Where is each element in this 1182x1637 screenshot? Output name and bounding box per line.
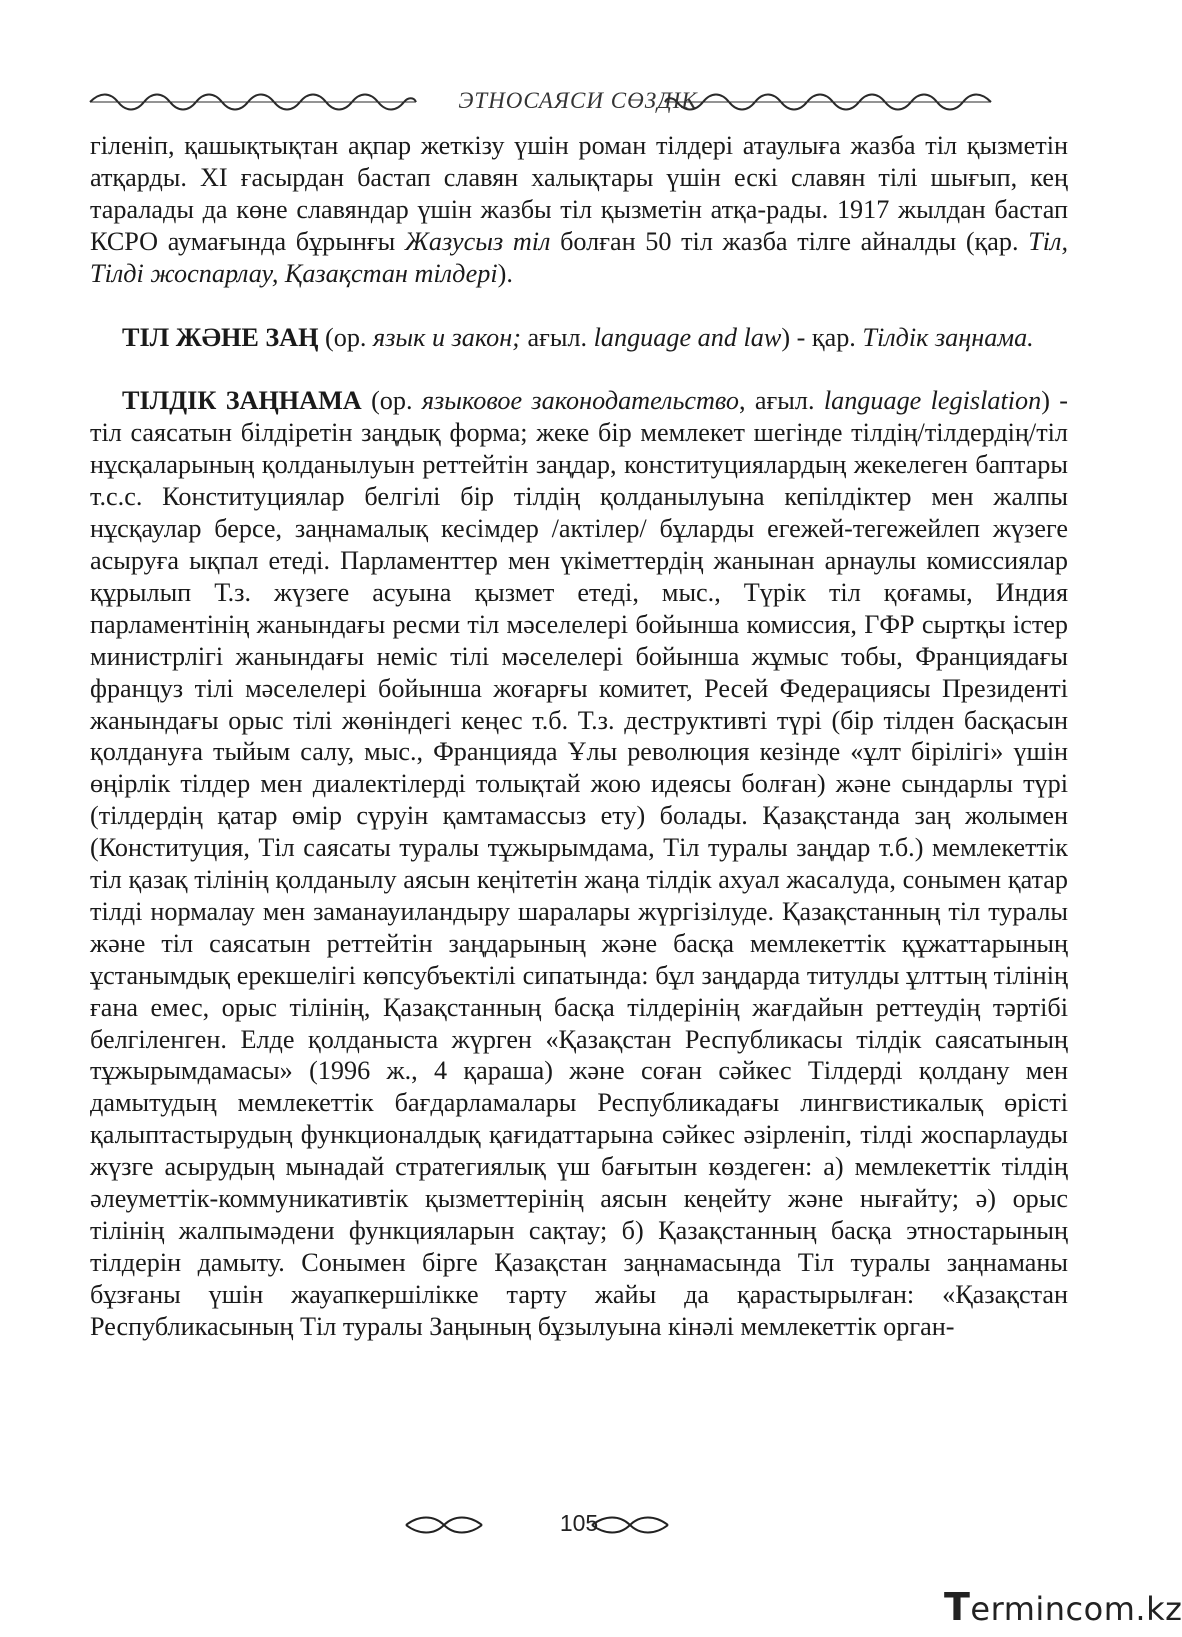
entry-term: ТІЛДІК ЗАҢНАМА <box>122 386 362 416</box>
flourish-right-icon <box>590 1514 670 1536</box>
paragraph-continued: гіленіп, қашықтықтан ақпар жеткізу үшін роман тілдері атаулыға жазба тіл қызметін атқарды. ХІ ғасырдан бастап славян халықтары үшін ескі славян тілі шығып, кең таралады да көне славяндар үшін жазбы тіл қызметін атқа-рады. 1917 жылдан бастап КСРО аумағында бұрынғы Жазусыз тіл болған 50 тіл жазба тілге айналды (қар. Тіл, Тілді жоспарлау, Қазақстан тілдері). <box>90 131 1068 288</box>
header-title: ЭТНОСАЯСИ СӨЗДІК <box>458 88 698 113</box>
dictionary-text <box>90 130 1068 1343</box>
running-header <box>88 88 1068 116</box>
site-watermark: Termincom.kz <box>944 1585 1182 1629</box>
ornament-right-icon <box>663 92 993 112</box>
page-number: 105 <box>559 1510 599 1536</box>
cross-reference: Тілдік заңнама. <box>862 322 1034 352</box>
entry-term: ТІЛ ЖӘНЕ ЗАҢ <box>122 322 319 352</box>
entry-til-zhane-zan: ТІЛ ЖӘНЕ ЗАҢ (ор. язык и закон; ағыл. language and law) - қар. Тілдік заңнама. <box>122 322 1034 352</box>
entry-tildik-zannama: ТІЛДІК ЗАҢНАМА (ор. языковое законодательство, ағыл. language legislation) - тіл саясатын білдіретін заңдық форма; жеке бір мемлекет шегінде тілдің/тілдердің/тіл нұсқаларының қолданылуын реттейтін заңдар, конституциялардың жекелеген баптары т.с.с. Конституциялар белгілі бір тілдің қолданылуына кепілдіктер мен жалпы нұсқаулар берсе, заңнамалық кесімдер /актілер/ бұларды егежей-тегежейлеп жүзеге асыруға ықпал етеді. Парламенттер мен үкіметтердің жанынан арнаулы комиссиялар құрылып Т.з. жүзеге асуына қызмет етеді, мыс., Түрік тіл қоғамы, Индия парламентінің жанындағы ресми тіл мәселелері бойынша комиссия, ГФР сыртқы істер министрлігі жанындағы неміс тілі мәселелері бойынша жұмыс тобы, Франциядағы француз тілі мәселелері бойынша жоғарғы комитет, Ресей Федерациясы Президенті жанындағы орыс тілі жөніндегі кеңес т.б. Т.з. деструктивті түрі (бір тілден басқасын қолдануға тыйым салу, мыс., Францияда Ұлы революция кезінде «ұлт бірілігі» үшін өңірлік тілдер мен диалектілерді толықтай жою идеясы болған) және сындарлы түрі (тілдердің қатар өмір сүруін қамтамассыз ету) болады. Қазақстанда заң жолымен (Конституция, Тіл саясаты туралы тұжырымдама, Тіл туралы заңдар т.б.) мемлекеттік тіл қазақ тілінің қолданылу аясын кеңітетін жаңа тілдік ахуал жасалуда, сонымен қатар тілді нормалау мен заманауиландыру шаралары жүргізілуде. Қазақстанның тіл туралы және тіл саясатын реттейтін заңдарының және басқа мемлекеттік құжаттарының ұстанымдық ерекшелігі көпсубъектілі сипатында: бұл заңдарда титулды ұлттың тілінің ғана емес, орыс тілінің, Қазақстанның басқа тілдерінің жағдайын реттеудің тәртібі белгіленген. Елде қолданыста жүрген «Қазақстан Республикасы тілдік саясатының тұжырымдамасы» (1996 ж., 4 қараша) және соған сәйкес Тілдерді қолдану мен дамытудың мемлекеттік бағдарламалары Республикадағы лингвистикалық өрісті қалыптастырудың функционалдық қағидаттарына сәйкес әзірленіп, тілді жоспарлауды жүзге асырудың мынадай стратегиялық үш бағытын көздеген: а) мемлекеттік тілдің әлеуметтік-коммуникативтік қызметтерінің аясын кеңейту және нығайту; ә) орыс тілінің жалпымәдени функцияларын сақтау; б) Қазақстанның басқа этностарының тілдерін дамыту. Сонымен бірге Қазақстан заңнамасында Тіл туралы заңнаманы бұзғаны үшін жауапкершілікке тарту жайы да қарастырылған: «Қазақстан Республикасының Тіл туралы Заңының бұзылуына кінәлі мемлекеттік орган- <box>90 386 1068 1341</box>
page-footer <box>0 1510 1158 1540</box>
